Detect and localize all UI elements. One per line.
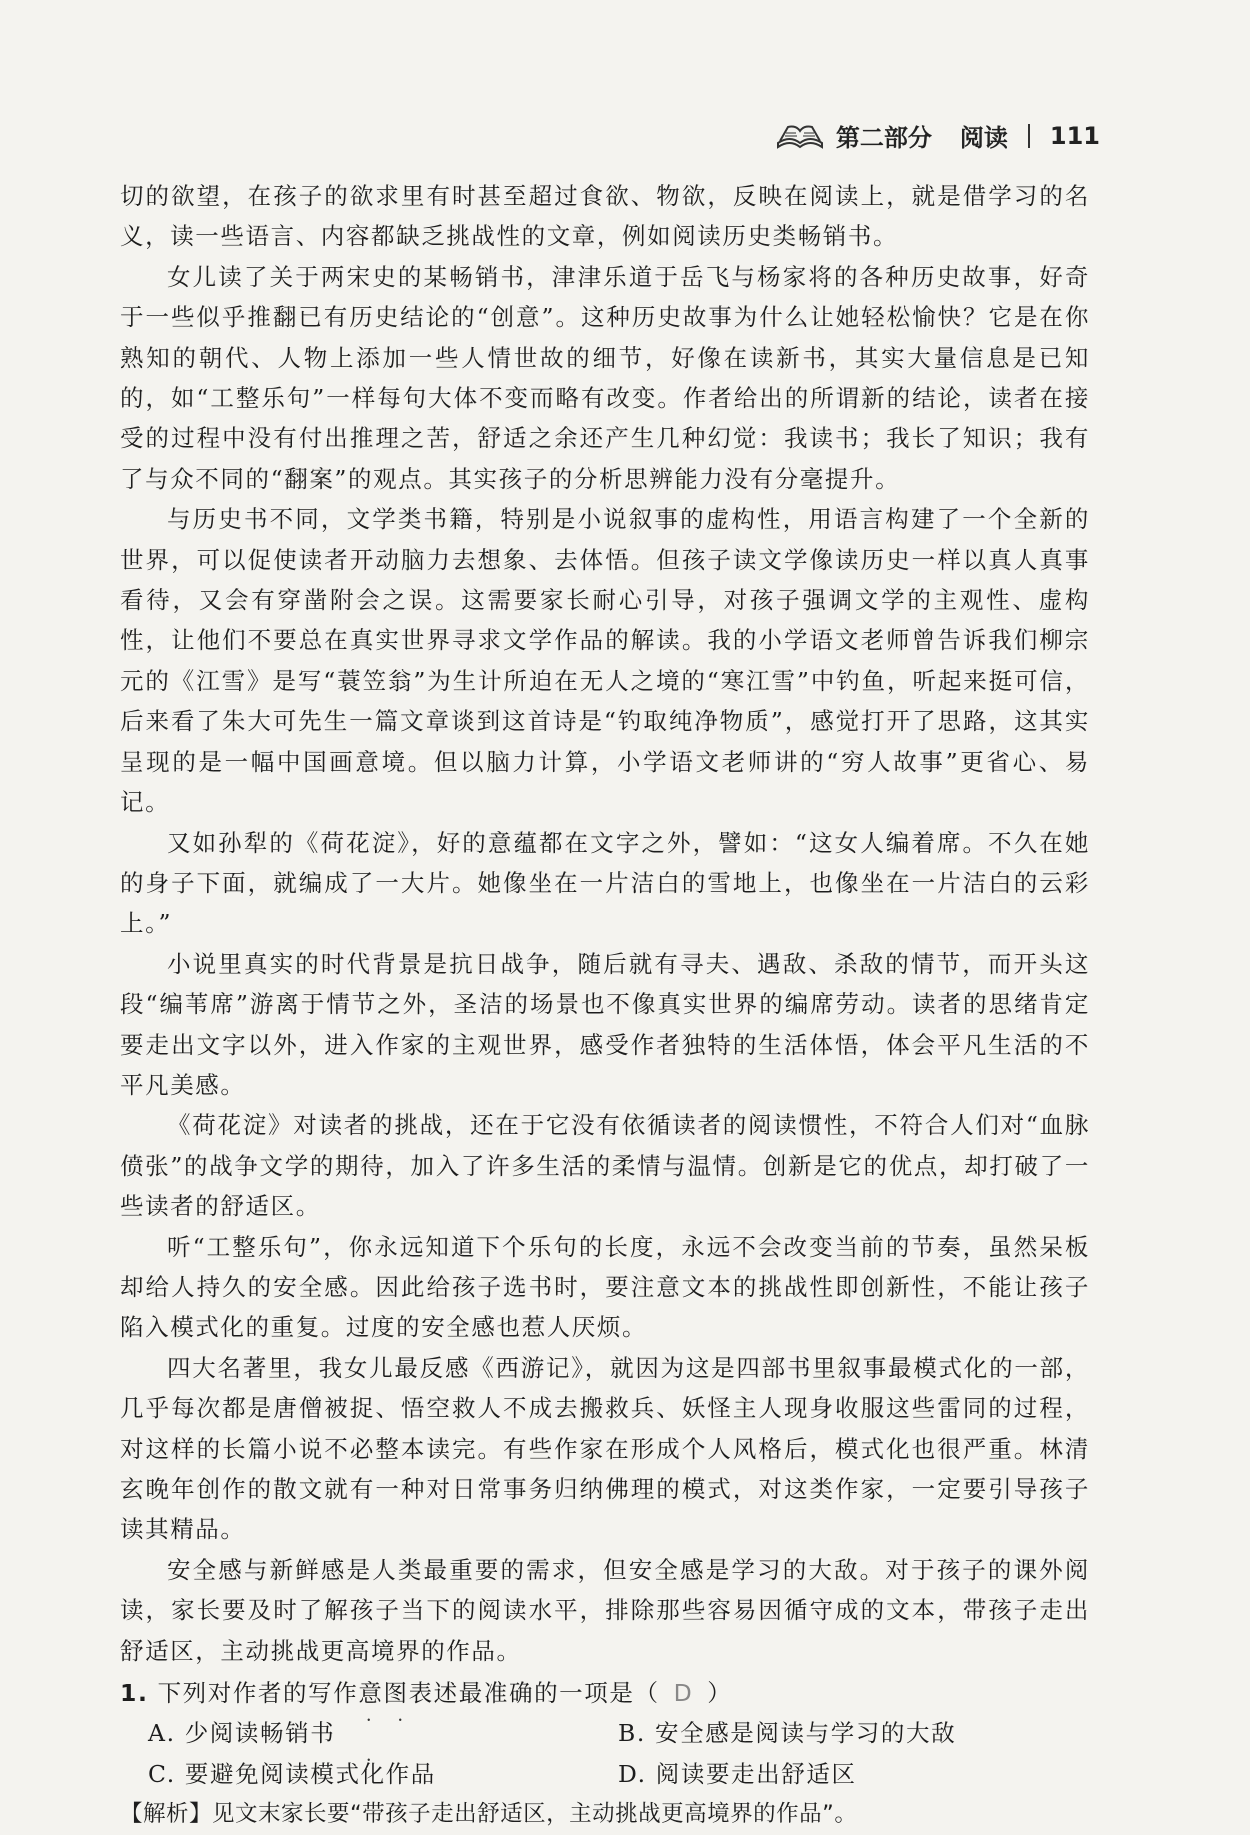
paragraph: 切的欲望，在孩子的欲求里有时甚至超过食欲、物欲，反映在阅读上，就是借学习的名义，读一些语言、内容都缺乏挑战性的文章，例如阅读历史类畅销书。 [120,182,1090,251]
paragraph: 《荷花淀》对读者的挑战，还在于它没有依循读者的阅读惯性，不符合人们对“血脉偾张”的战争文学的期待，加入了许多生活的柔情与温情。创新是它的优点，却打破了一些读者的舒适区。 [120,1111,1090,1221]
option-b: B. 安全感是阅读与学习的大敌 [618,1719,957,1748]
option-d: D. 阅读要走出舒适区 [618,1759,857,1788]
handwritten-answer: D [673,1679,694,1708]
question-number: 1. [120,1679,149,1708]
analysis-text: 【解析】见文末家长要“带孩子走出舒适区，主动挑战更高境界的作品”。 [120,1801,858,1828]
page-header [774,118,1100,153]
article-body [120,176,1090,1835]
paragraph: 与历史书不同，文学类书籍，特别是小说叙事的虚构性，用语言构建了一个全新的世界，可以促使读者开动脑力去想象、去体悟。但孩子读文学像读历史一样以真人真事看待，又会有穿凿附会之误。这需要家长耐心引导，对孩子强调文学的主观性、虚构性，让他们不要总在真实世界寻求文学作品的解读。我的小学语文老师曾告诉我们柳宗元的《江雪》是写“蓑笠翁”为生计所迫在无人之境的“寒江雪”中钓鱼，听起来挺可信，后来看了朱大可先生一篇文章谈到这首诗是“钓取纯净物质”，感觉打开了思路，这其实呈现的是一幅中国画意境。但以脑力计算，小学语文老师讲的“穷人故事”更省心、易记。 [120,505,1090,817]
stem-emphasis: 意图 • • • [358,1679,408,1707]
paragraph: 又如孙犁的《荷花淀》，好的意蕴都在文字之外，譬如：“这女人编着席。不久在她的身子下面，就编成了一大片。她像坐在一片洁白的雪地上，也像坐在一片洁白的云彩上。” [120,828,1090,938]
stem-close: ） [707,1679,733,1708]
paragraph: 小说里真实的时代背景是抗日战争，随后就有寻夫、遇敌、杀敌的情节，而开头这段“编苇席”游离于情节之外，圣洁的场景也不像真实世界的编席劳动。读者的思绪肯定要走出文字以外，进入作家的主观世界，感受作者独特的生活体悟，体会平凡生活的不平凡美感。 [120,949,1090,1099]
question-1 [120,1673,1090,1835]
stem-part: 表述最准确的一项是（ [408,1679,660,1708]
option-a: A. 少阅读畅销书 [148,1719,336,1748]
answer-options [120,1713,1090,1794]
paragraph: 安全感与新鲜感是人类最重要的需求，但安全感是学习的大敌。对于孩子的课外阅读，家长要及时了解孩子当下的阅读水平，排除那些容易因循守成的文本，带孩子走出舒适区，主动挑战更高境界的作品。 [120,1555,1090,1665]
paragraph: 女儿读了关于两宋史的某畅销书，津津乐道于岳飞与杨家将的各种历史故事，好奇于一些似乎推翻已有历史结论的“创意”。这种历史故事为什么让她轻松愉快？它是在你熟知的朝代、人物上添加一些人情世故的细节，好像在读新书，其实大量信息是已知的，如“工整乐句”一样每句大体不变而略有改变。作者给出的所谓新的结论，读者在接受的过程中没有付出推理之苦，舒适之余还产生几种幻觉：我读书；我长了知识；我有了与众不同的“翻案”的观点。其实孩子的分析思辨能力没有分毫提升。 [120,262,1090,493]
subsection-title: 阅读 [959,124,1008,152]
paragraph: 四大名著里，我女儿最反感《西游记》，就因为这是四部书里叙事最模式化的一部，几乎每次都是唐僧被捉、悟空救人不成去搬救兵、妖怪主人现身收服这些雷同的过程，对这样的长篇小说不必整本读完。有些作家在形成个人风格后，模式化也很严重。林清玄晚年创作的散文就有一种对日常事务归纳佛理的模式，对这类作家，一定要引导孩子读其精品。 [120,1353,1090,1544]
option-c: C. 要避免阅读模式化作品 [148,1759,436,1788]
question-stem [120,1673,1090,1713]
section-title: 第二部分 [835,124,932,152]
header-divider [1028,124,1030,148]
paragraph: 听“工整乐句”，你永远知道下个乐句的长度，永远不会改变当前的节奏，虽然呆板却给人持久的安全感。因此给孩子选书时，要注意文本的挑战性即创新性，不能让孩子陷入模式化的重复。过度的安全感也惹人厌烦。 [120,1232,1090,1342]
page-number: 111 [1049,121,1100,150]
stem-part: 下列对作者的写作 [157,1679,359,1708]
open-book-icon [774,121,826,151]
